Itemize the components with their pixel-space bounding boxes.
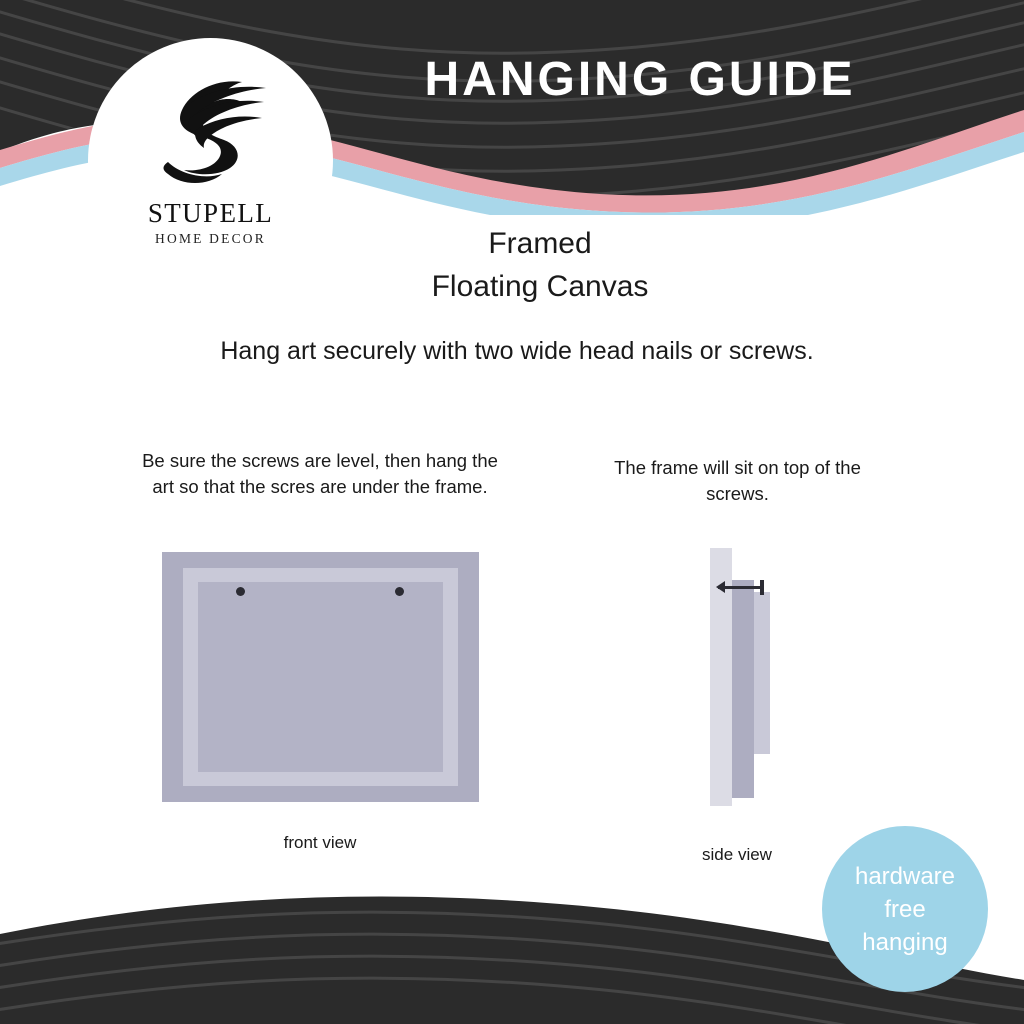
product-title-line-1: Framed [488, 227, 592, 260]
badge-line-1: hardware [854, 862, 956, 890]
side-view-caption: The frame will sit on top of the screws. [614, 457, 861, 504]
side-view-label: side view [702, 845, 772, 864]
side-view-canvas [754, 592, 770, 754]
front-view-diagram [162, 552, 479, 802]
front-view-label: front view [283, 833, 357, 852]
main-instruction: Hang art securely with two wide head nails or screws. [220, 337, 814, 365]
front-view-screw-left [236, 587, 245, 596]
side-view-frame [732, 580, 754, 798]
badge-line-3: hanging [862, 928, 948, 956]
brand-name: STUPELL [147, 198, 274, 228]
page-title: HANGING GUIDE [424, 53, 856, 106]
product-title [330, 222, 750, 308]
front-view-caption: Be sure the screws are level, then hang the art so that the scres are under the frame. [142, 450, 498, 497]
side-view-diagram [710, 548, 780, 813]
side-view-screw-head [760, 580, 764, 595]
brand-tagline: HOME DECOR [155, 231, 266, 246]
front-view-screw-right [395, 587, 404, 596]
side-view-arrow-icon [716, 581, 725, 593]
hardware-free-badge [822, 826, 988, 992]
badge-line-2: free [884, 895, 926, 923]
product-title-line-2: Floating Canvas [431, 270, 649, 303]
stupell-swoosh-logo-icon [146, 76, 276, 194]
brand-logo [88, 38, 333, 283]
front-view-canvas [198, 582, 443, 772]
